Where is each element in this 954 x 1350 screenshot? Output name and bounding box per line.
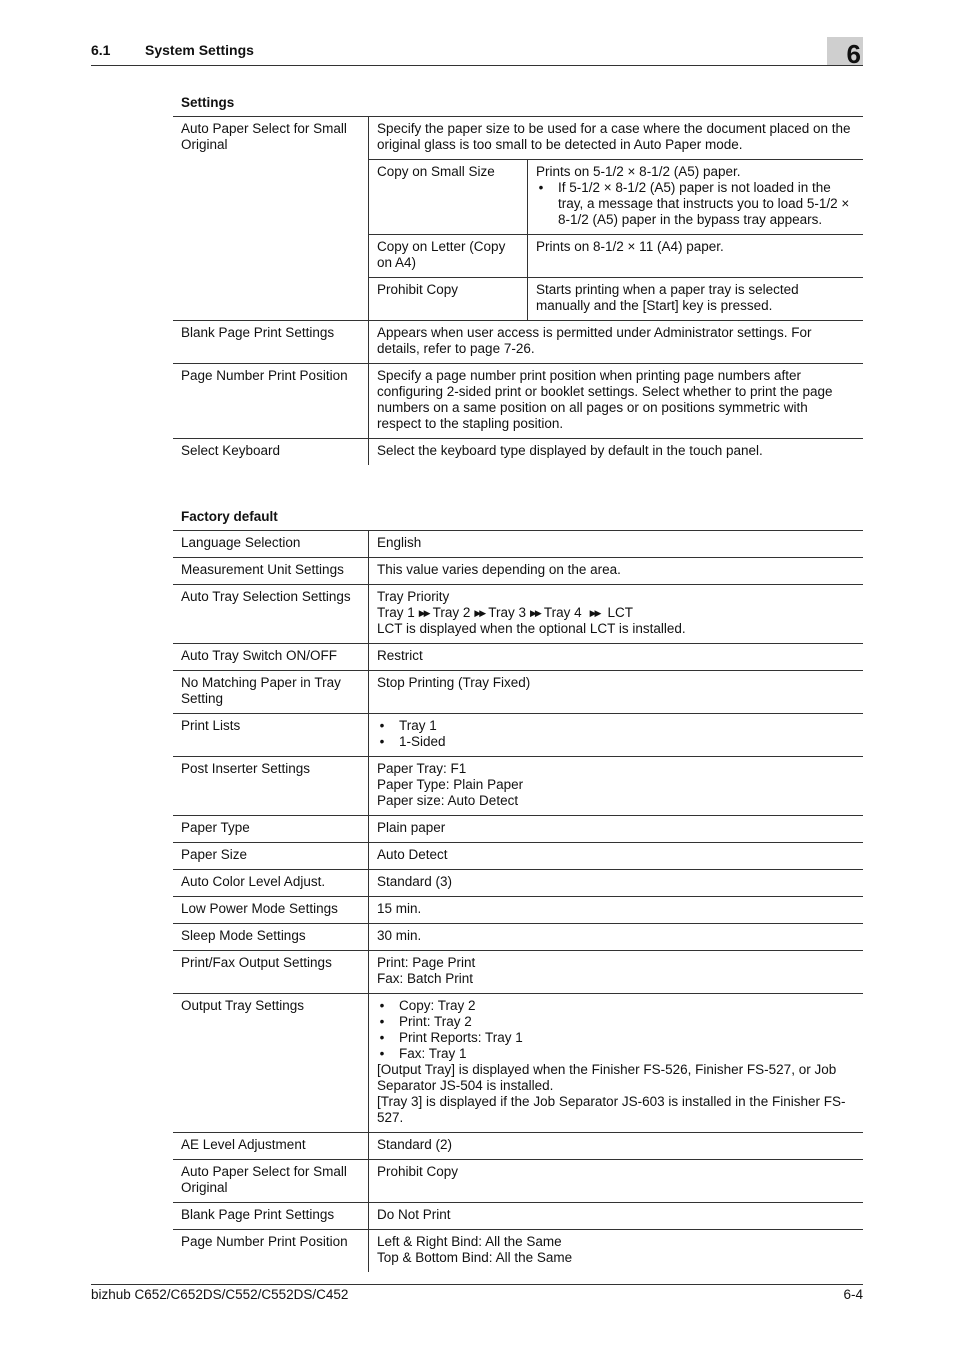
setting-name: Page Number Print Position (173, 1230, 369, 1273)
table-row (369, 160, 863, 235)
setting-value: Paper size: Auto Detect (377, 793, 519, 808)
table-row (173, 843, 863, 870)
settings-table (173, 116, 863, 465)
table-row (173, 439, 863, 466)
setting-value: Top & Bottom Bind: All the Same (377, 1250, 573, 1265)
bullet-list (377, 718, 855, 750)
setting-value: 30 min. (369, 924, 864, 951)
setting-value: Left & Right Bind: All the Same (377, 1234, 562, 1249)
table-row (173, 585, 863, 644)
setting-value: Restrict (369, 644, 864, 671)
setting-name: No Matching Paper in Tray Setting (173, 671, 369, 714)
factory-default-table (173, 530, 863, 1272)
table-row (369, 278, 863, 321)
setting-note: LCT is displayed when the optional LCT is installed. (377, 621, 686, 636)
table-row (173, 364, 863, 439)
list-item: • Print: Tray 2 (399, 1014, 855, 1030)
double-arrow-right-icon: ▶▶ (418, 608, 429, 618)
setting-value: Do Not Print (369, 1203, 864, 1230)
setting-description: Specify a page number print position when printing page numbers after configuring 2-sided print or booklet settings. Select whether to print the page numbers on a same position on all pages or on positions symmetric with respect to the stapling position. (369, 364, 864, 439)
setting-value: English (369, 531, 864, 558)
option-description: Prints on 5-1/2 × 8-1/2 (A5) paper. (536, 164, 741, 179)
table-row (173, 558, 863, 585)
list-item: • Print Reports: Tray 1 (399, 1030, 855, 1046)
setting-description: Specify the paper size to be used for a case where the document placed on the original glass is too small to be detected in Auto Paper mode. (377, 121, 851, 152)
setting-name: Print Lists (173, 714, 369, 757)
table-row (173, 531, 863, 558)
setting-name: Auto Paper Select for Small Original (173, 1160, 369, 1203)
option-description: Starts printing when a paper tray is selected manually and the [Start] key is pressed. (528, 278, 864, 321)
setting-value: Plain paper (369, 816, 864, 843)
setting-name: Sleep Mode Settings (173, 924, 369, 951)
setting-name: AE Level Adjustment (173, 1133, 369, 1160)
tray-item: LCT (607, 605, 633, 620)
table-row (173, 870, 863, 897)
table-row (173, 1160, 863, 1203)
factory-default-heading: Factory default (181, 509, 278, 524)
table-row (173, 1203, 863, 1230)
table-row (173, 757, 863, 816)
bullet-list (536, 180, 855, 228)
table-row (173, 321, 863, 364)
setting-name: Blank Page Print Settings (173, 321, 369, 364)
page-footer (91, 1284, 863, 1302)
setting-name: Blank Page Print Settings (173, 1203, 369, 1230)
setting-name: Page Number Print Position (173, 364, 369, 439)
setting-value: 15 min. (369, 897, 864, 924)
table-row (173, 1133, 863, 1160)
table-row (173, 951, 863, 994)
table-row (173, 714, 863, 757)
setting-value: Tray Priority (377, 589, 450, 604)
option-name: Copy on Letter (Copy on A4) (369, 235, 528, 278)
setting-name: Auto Tray Switch ON/OFF (173, 644, 369, 671)
setting-name: Auto Paper Select for Small (181, 121, 347, 136)
table-row (173, 897, 863, 924)
list-item: • Fax: Tray 1 (399, 1046, 855, 1062)
product-model: bizhub C652/C652DS/C552/C552DS/C452 (91, 1287, 349, 1302)
tray-item: Tray 2 (432, 605, 471, 620)
list-item: • Tray 1 (399, 718, 855, 734)
setting-value: Paper Type: Plain Paper (377, 777, 524, 792)
table-row (173, 117, 863, 321)
setting-name: Auto Color Level Adjust. (173, 870, 369, 897)
setting-value: Prohibit Copy (369, 1160, 864, 1203)
double-arrow-right-icon: ▶▶ (589, 608, 600, 618)
settings-heading: Settings (181, 95, 235, 110)
setting-name: Output Tray Settings (173, 994, 369, 1133)
tray-sequence (377, 605, 855, 621)
page-header (91, 37, 863, 69)
chapter-badge: 6 (827, 37, 863, 65)
setting-name: Original (181, 137, 228, 152)
option-subtable (369, 159, 863, 320)
table-row (173, 994, 863, 1133)
setting-note: [Output Tray] is displayed when the Finisher FS-526, Finisher FS-527, or Job Separator JS-504 is installed. (377, 1062, 837, 1093)
table-row (173, 1230, 863, 1273)
section-number: 6.1 (91, 42, 111, 58)
tray-item: Tray 4 (543, 605, 582, 620)
tray-item: Tray 3 (488, 605, 526, 620)
setting-name: Paper Type (173, 816, 369, 843)
setting-value: Standard (2) (369, 1133, 864, 1160)
table-row (173, 816, 863, 843)
setting-name: Post Inserter Settings (173, 757, 369, 816)
double-arrow-right-icon: ▶▶ (529, 608, 540, 618)
setting-value: Standard (3) (369, 870, 864, 897)
option-name: Prohibit Copy (369, 278, 528, 321)
setting-value: Paper Tray: F1 (377, 761, 467, 776)
setting-value: Stop Printing (Tray Fixed) (369, 671, 864, 714)
setting-name: Language Selection (173, 531, 369, 558)
setting-name: Print/Fax Output Settings (173, 951, 369, 994)
setting-name: Measurement Unit Settings (173, 558, 369, 585)
setting-value: Print: Page Print (377, 955, 476, 970)
setting-name: Paper Size (173, 843, 369, 870)
setting-description: Appears when user access is permitted under Administrator settings. For details, refer to page 7-26. (369, 321, 864, 364)
setting-note: [Tray 3] is displayed if the Job Separator JS-603 is installed in the Finisher FS-527. (377, 1094, 846, 1125)
page-number: 6-4 (843, 1287, 863, 1302)
list-item: • Copy: Tray 2 (399, 998, 855, 1014)
setting-value: This value varies depending on the area. (369, 558, 864, 585)
list-item: • If 5-1/2 × 8-1/2 (A5) paper is not loaded in the tray, a message that instructs you to load 5-1/2 × 8-1/2 (A5) paper in the bypass tray appears. (558, 180, 855, 228)
bullet-list (377, 998, 855, 1062)
section-title: System Settings (145, 42, 254, 58)
setting-description: Select the keyboard type displayed by default in the touch panel. (377, 443, 763, 458)
setting-value: Auto Detect (369, 843, 864, 870)
table-row (173, 671, 863, 714)
setting-name: Low Power Mode Settings (173, 897, 369, 924)
list-item: • 1-Sided (399, 734, 855, 750)
setting-name: Select Keyboard (173, 439, 369, 466)
double-arrow-right-icon: ▶▶ (474, 608, 485, 618)
option-description: Prints on 8-1/2 × 11 (A4) paper. (528, 235, 864, 278)
option-name: Copy on Small Size (369, 160, 528, 235)
setting-value: Fax: Batch Print (377, 971, 474, 986)
table-row (173, 924, 863, 951)
setting-name: Auto Tray Selection Settings (173, 585, 369, 644)
tray-item: Tray 1 (377, 605, 415, 620)
table-row (369, 235, 863, 278)
table-row (173, 644, 863, 671)
